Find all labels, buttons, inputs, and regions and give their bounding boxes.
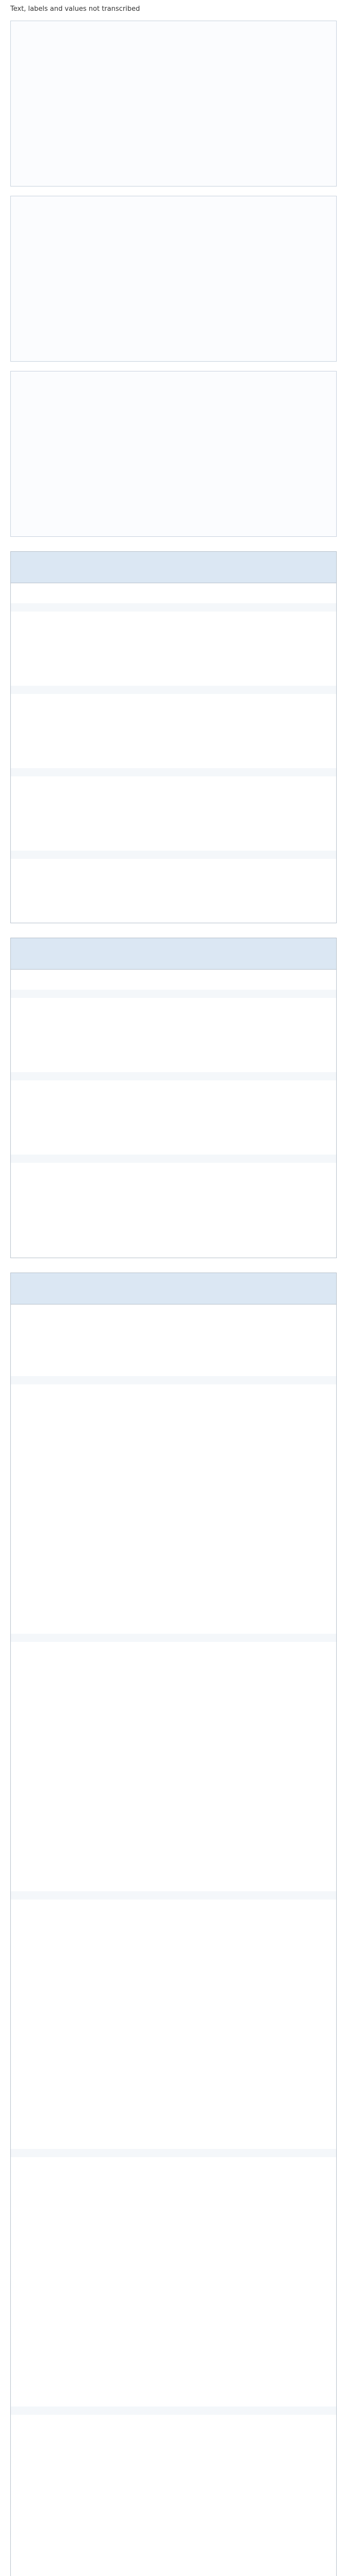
table-row: [11, 2406, 336, 2415]
table-row: [11, 1634, 336, 1642]
table-row: [11, 851, 336, 859]
table-row: [11, 1891, 336, 1900]
table-row: [11, 686, 336, 694]
chart-area: [10, 21, 337, 187]
table-area: [10, 938, 337, 1258]
table-row: [11, 990, 336, 998]
chart-area: [10, 196, 337, 362]
table-row: [11, 1155, 336, 1163]
table-row: [11, 1376, 336, 1384]
table-row: [11, 2149, 336, 2157]
table-row: [11, 768, 336, 776]
placeholder-note: Text, labels and values not transcribed: [10, 5, 140, 13]
table-row: [11, 1072, 336, 1080]
table-header: [11, 552, 336, 583]
table-area: [10, 1273, 337, 2576]
table-header: [11, 1273, 336, 1304]
table-row: [11, 603, 336, 612]
table-header: [11, 938, 336, 970]
table-area: [10, 551, 337, 923]
chart-area: [10, 371, 337, 537]
